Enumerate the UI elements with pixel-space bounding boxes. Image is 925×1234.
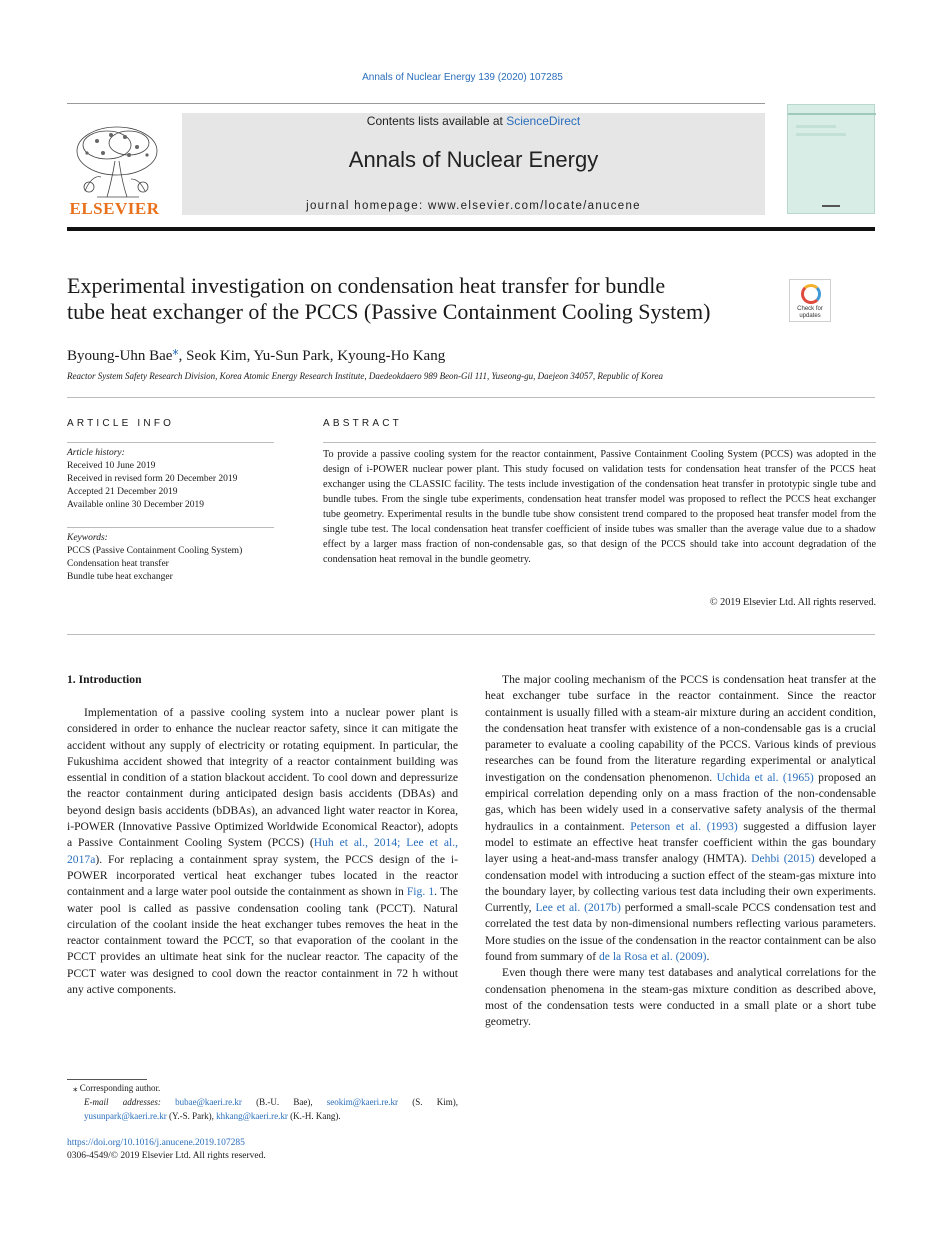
email-owner: (B.-U. Bae), (241, 1097, 327, 1107)
history-label: Article history: (67, 448, 125, 458)
body-column-left (67, 705, 458, 998)
article-history (67, 447, 274, 512)
history-item: Accepted 21 December 2019 (67, 487, 178, 497)
email-owner: (Y.-S. Park), (166, 1111, 217, 1121)
contents-line (182, 114, 765, 128)
body-column-right (485, 672, 876, 1031)
title-line: Experimental investigation on condensation heat transfer for bundle (67, 273, 666, 298)
keywords (67, 532, 274, 584)
reference-link[interactable]: Dehbi (2015) (751, 852, 815, 866)
section-divider (67, 397, 875, 398)
check-updates-label: Check for updates (797, 306, 823, 319)
journal-cover-thumbnail[interactable] (787, 104, 875, 214)
corresponding-note: ⁎ Corresponding author. (73, 1083, 161, 1093)
history-item: Available online 30 December 2019 (67, 500, 204, 510)
author-name: Byoung-Uhn Bae (67, 348, 173, 364)
corresponding-mark[interactable]: ⁎ (172, 343, 179, 357)
journal-citation[interactable]: Annals of Nuclear Energy 139 (2020) 107285 (362, 72, 563, 83)
affiliation: Reactor System Safety Research Division, Korea Atomic Energy Research Institute, Daedeokdaero 989 Beon-Gil 111, Yuseong-gu, Daejeon 34057, Republic of Korea (67, 371, 664, 381)
cover-title-bar (796, 125, 836, 128)
text-run: suggested a diffusion layer model to estimate an effective heat transfer coefficient within the gas boundary layer using a heat-and-mass transfer analogy (HMTA). (485, 819, 876, 866)
publisher-wordmark: ELSEVIER (69, 199, 160, 218)
paragraph (67, 705, 458, 998)
section-heading: 1. Introduction (67, 673, 142, 686)
keywords-label: Keywords: (67, 533, 108, 543)
homepage-prefix: journal homepage: (306, 200, 428, 212)
header-divider (67, 103, 765, 104)
reference-link[interactable]: Uchida et al. (1965) (716, 770, 814, 784)
author-name: Kyoung-Ho Kang (337, 348, 446, 364)
email-addresses (67, 1095, 458, 1123)
keyword: PCCS (Passive Containment Cooling System) (67, 546, 243, 556)
email-owner: (S. Kim), (398, 1097, 459, 1107)
abstract-copyright: © 2019 Elsevier Ltd. All rights reserved. (709, 597, 876, 608)
keyword: Bundle tube heat exchanger (67, 572, 173, 582)
reference-link[interactable]: de la Rosa et al. (2009) (599, 950, 707, 964)
email-link[interactable]: yusunpark@kaeri.re.kr (84, 1111, 167, 1121)
header-thick-rule (67, 227, 875, 231)
abstract-text: To provide a passive cooling system for the reactor containment, Passive Containment Cooling System (PCCS) was adopted in the design of i-POWER nuclear power plant. This study focused on validation tests for condensation heat transfer of the PCCS heat exchanger using the CLASSIC facility. The tests include investigation of the condensation heat transfer in prototypic single tube and bundle tubes. From the single tube experiments, condensation heat transfer model was proposed to reflect the PCCS heat exchanger tube geometry. Experimental results in the bundle tube show consistent trend compared to the proposed heat transfer model from the single tube test. The local condensation heat transfer coefficient of inside tubes was smaller than the average value due to a shadow effect by a larger mass fraction of non-condensable gas, so that design of the PCCS should take into account degradation of the condensation heat removal in the bundle geometry. (323, 449, 876, 565)
cover-title-bar (796, 133, 846, 136)
article-title (67, 273, 777, 325)
cover-band (788, 113, 876, 115)
journal-name: Annals of Nuclear Energy (348, 147, 599, 172)
check-updates-icon (801, 284, 821, 304)
text-run: . The water pool is called as passive condensation cooling tank (PCCT). Natural circulation of the coolant inside the heat exchanger tubes removes the heat in the reactor containment toward the PCCT, so that evaporation of the coolant in the PCCT provides an ultimate heat sink for the nuclear reactor. The capacity of the PCCT water was designed to cool down the reactor containment in 72 h without any active components. (67, 885, 458, 997)
author-list: Byoung-Uhn Bae⁎, Seok Kim, Yu-Sun Park, Kyoung-Ho Kang (67, 343, 446, 364)
title-line: tube heat exchanger of the PCCS (Passive Containment Cooling System) (67, 299, 711, 324)
doi-block (67, 1137, 266, 1163)
check-for-updates-badge[interactable] (789, 279, 831, 322)
email-link[interactable]: khkang@kaeri.re.kr (216, 1111, 288, 1121)
reference-link[interactable]: Huh et al., 2014; Lee et al., 2017a (67, 836, 458, 866)
history-item: Received 10 June 2019 (67, 461, 156, 471)
text-run: proposed an empirical correlation depending only on a mass fraction of the non-condensable gas, which has been widely used in a conservative safety analysis of the thermal hydraulics in a containment. (485, 770, 877, 833)
homepage-url[interactable]: www.elsevier.com/locate/anucene (427, 200, 641, 212)
issn-line: 0306-4549/© 2019 Elsevier Ltd. All rights reserved. (67, 1151, 266, 1161)
info-divider (67, 442, 274, 443)
paragraph (485, 672, 876, 965)
sciencedirect-link[interactable]: ScienceDirect (506, 114, 581, 128)
text-run: ). For replacing a containment spray system, the PCCS design of the i-POWER incorporated vertical heat exchanger tubes located in the reactor containment and a large water pool outside the containment as shown in (67, 852, 458, 899)
text-run: developed a condensation model with introducing a suction effect of the steam-gas mixture into the boundary layer, by collecting various test data including their own experiments. Currently, (485, 852, 876, 915)
section-divider (67, 634, 875, 635)
article-info-heading: ARTICLE INFO (67, 418, 175, 429)
text-run: performed a small-scale PCCS condensation test and correlated the test data by non-dimensional numbers reflecting various parameters. More studies on the issue of the condensation in the reactor containment can be also found from summary of (485, 901, 876, 964)
contents-prefix: Contents lists available at (366, 114, 507, 128)
reference-link[interactable]: Peterson et al. (1993) (630, 819, 738, 833)
footnote (67, 1081, 458, 1123)
keyword: Condensation heat transfer (67, 559, 169, 569)
reference-link[interactable]: Lee et al. (2017b) (535, 901, 621, 915)
text-run: . (706, 950, 710, 964)
text-run: The major cooling mechanism of the PCCS is condensation heat transfer at the heat exchanger tube surface in the reactor containment. Since the reactor containment is usually filled with a steam-air mixture during an accident condition, the condensation heat transfer with existence of a non-condensable gas is a crucial parameter to evaluate a cooling capability of the PCCS. Various kinds of previous researches can be found from the literature regarding experimental or analytical investigation on the condensation phenomenon. (485, 673, 876, 784)
author-name: Seok Kim (186, 348, 247, 364)
footnote-rule (67, 1079, 147, 1080)
paragraph: Even though there were many test databases and analytical correlations for the condensation phenomena in the steam-gas mixture condition as described above, most of the condensation tests were conducted in a small plate or a short tube geometry. (485, 966, 876, 1029)
text-run: Implementation of a passive cooling system into a nuclear power plant is considered in order to enhance the nuclear reactor safety, since it can mitigate the accident without any supply of electricity or rotating equipment. In particular, the Fukushima accident showed that integrity of a reactor containment building was essential in condition of a station blackout accident. To cool down and depressurize the reactor containment during anticipated design basis accidents (DBAs) and beyond design basis accidents (bDBAs), an advanced light water reactor in Korea, i-POWER (Innovative Passive Optimized Worldwide Economical Reactor), adopts a Passive Containment Cooling System (PCCS) ( (67, 706, 458, 850)
email-owner: (K.-H. Kang). (287, 1111, 341, 1121)
abstract-divider (323, 442, 876, 443)
email-link[interactable]: seokim@kaeri.re.kr (326, 1097, 399, 1107)
journal-homepage (182, 200, 765, 212)
history-item: Received in revised form 20 December 2019 (67, 474, 238, 484)
abstract-heading: ABSTRACT (323, 418, 402, 429)
info-divider (67, 527, 274, 528)
doi-link[interactable]: https://doi.org/10.1016/j.anucene.2019.107285 (67, 1138, 245, 1148)
cover-publisher-mark (822, 205, 840, 207)
author-name: Yu-Sun Park (253, 348, 330, 364)
email-link[interactable]: bubae@kaeri.re.kr (175, 1097, 242, 1107)
figure-link[interactable]: Fig. 1 (406, 885, 435, 899)
email-label: E-mail addresses: (84, 1097, 161, 1107)
